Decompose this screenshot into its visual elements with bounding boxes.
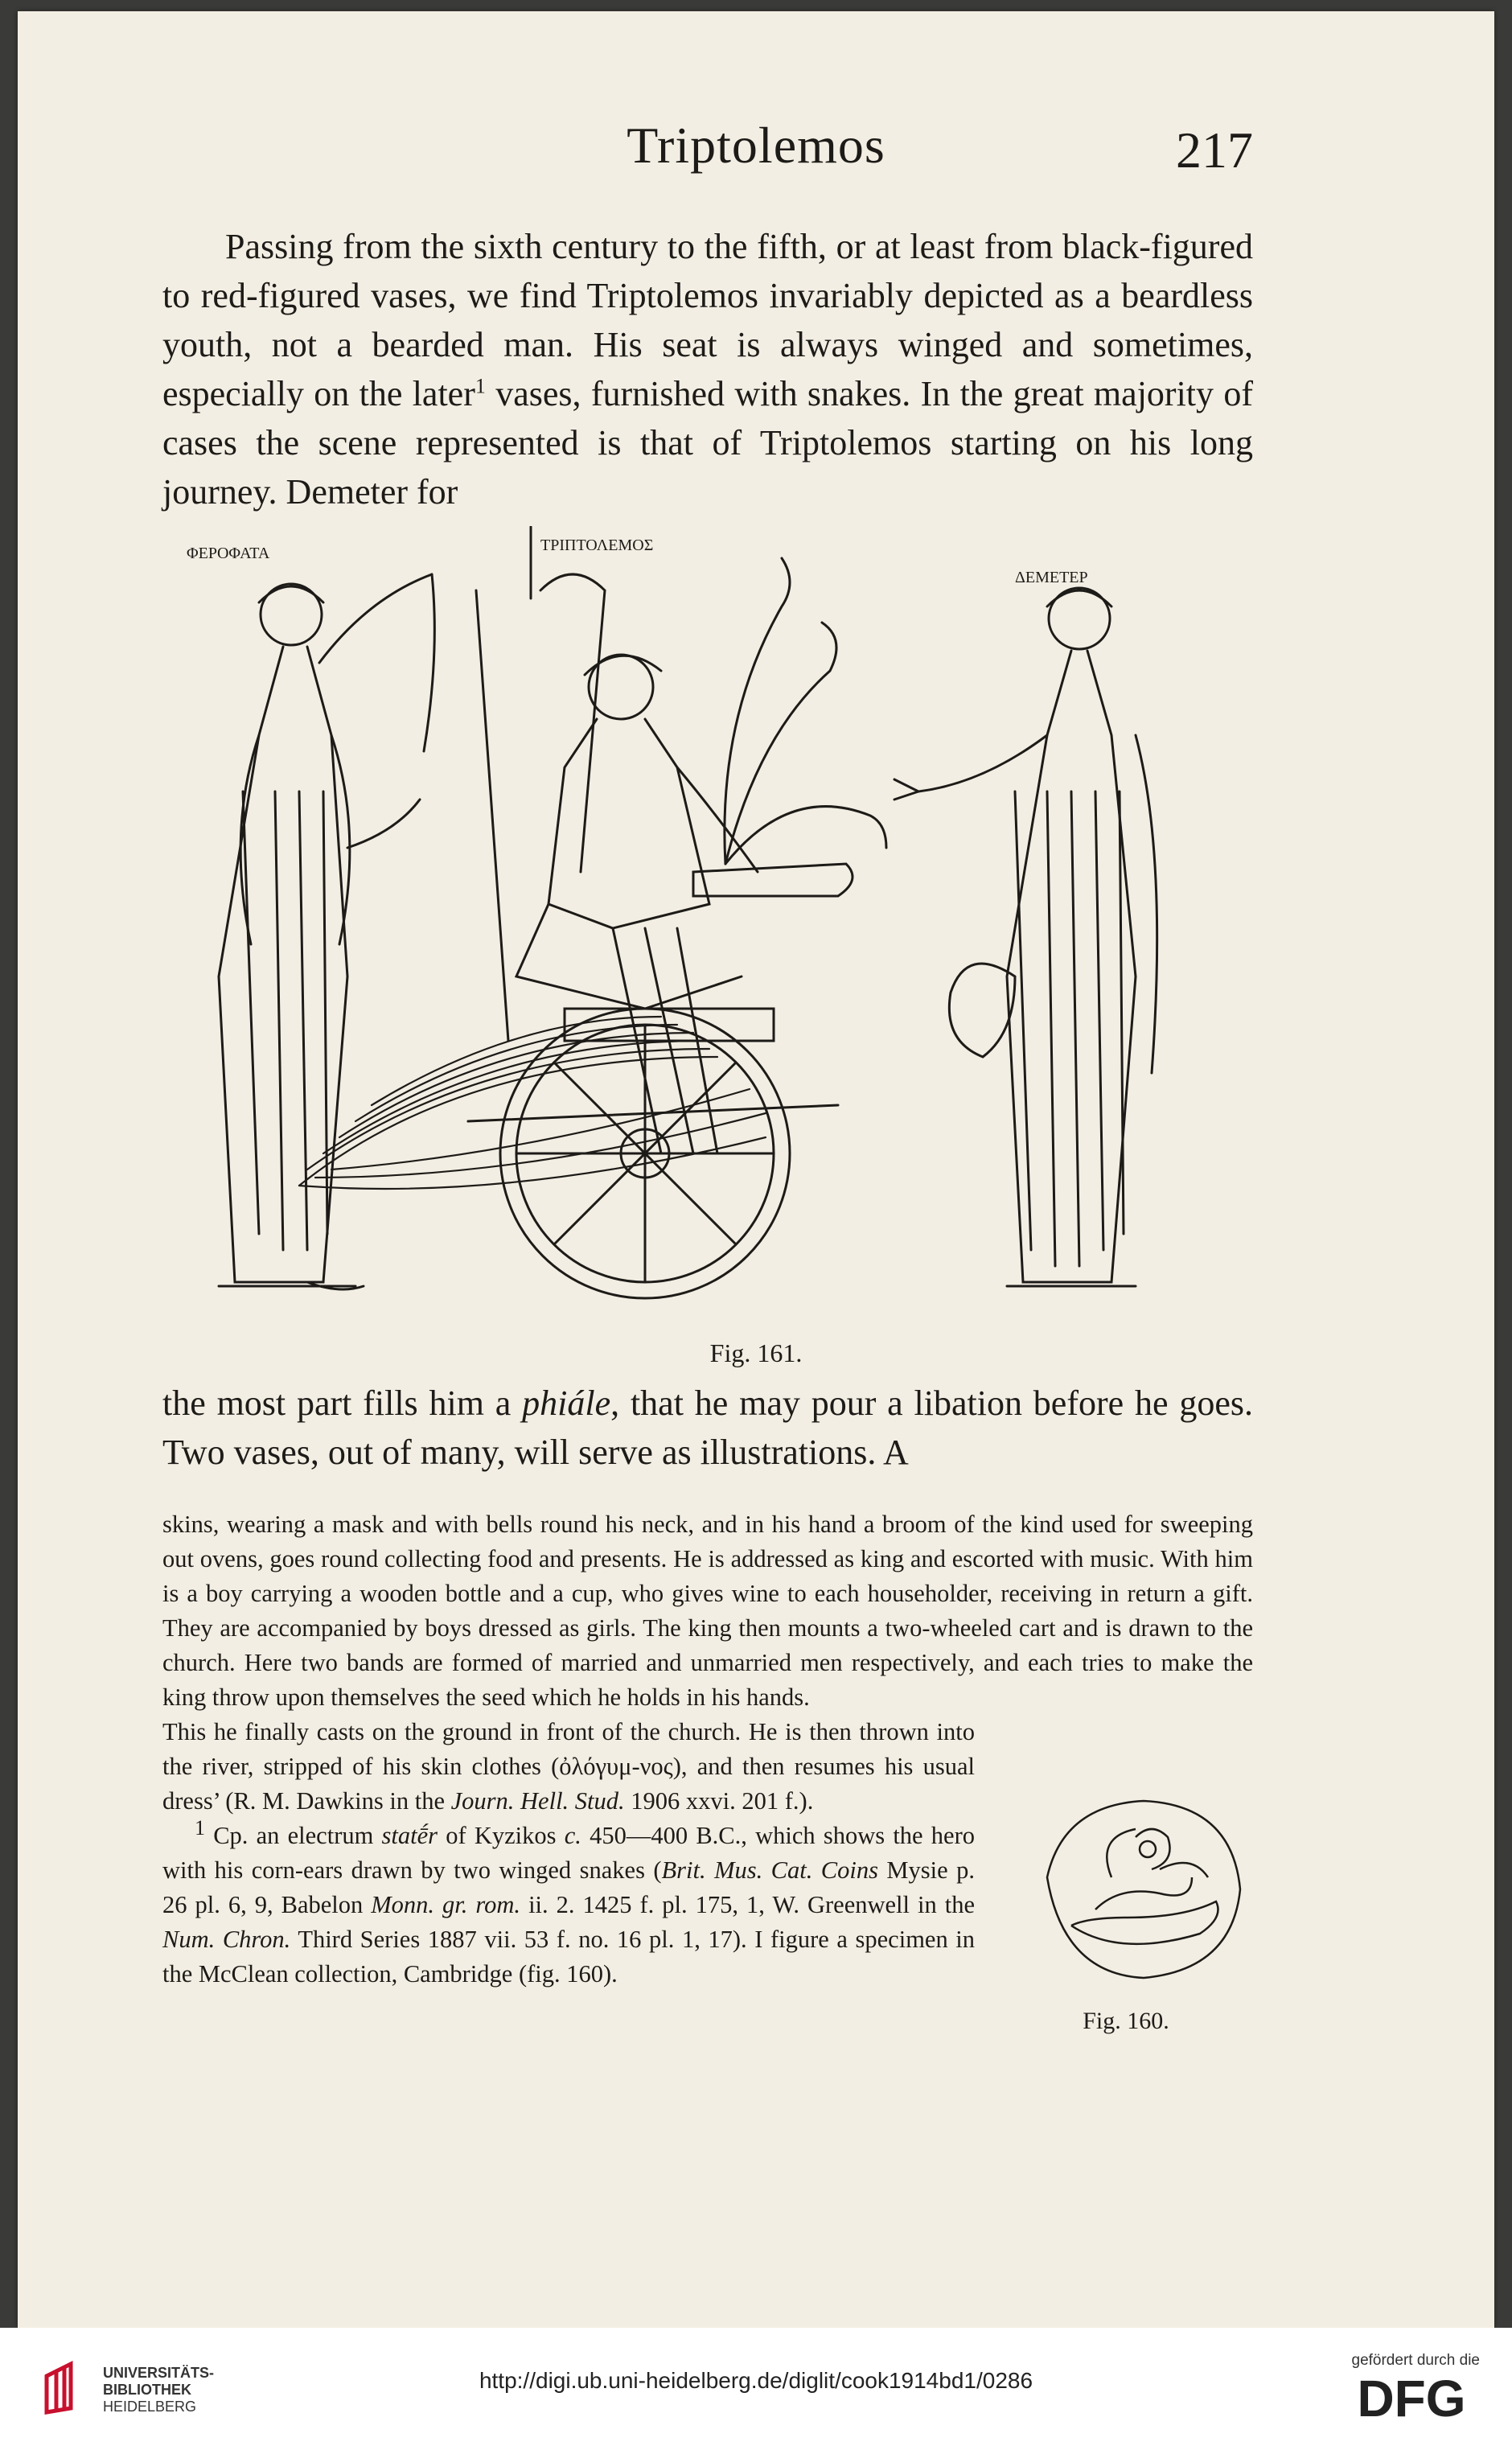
triptolemos-vase-illustration xyxy=(162,526,1253,1314)
inscription-persephone: ΦΕΡΟΦΑΤΑ xyxy=(187,545,270,562)
footnote-1-text-a: Cp. an electrum xyxy=(205,1822,382,1849)
permalink-url[interactable]: http://digi.ub.uni-heidelberg.de/diglit/cook1914bd1/0286 xyxy=(479,2368,1033,2393)
paragraph-2-italic-phiale: phiále xyxy=(522,1383,611,1423)
footnote-1-italic-num: Num. Chron. xyxy=(162,1926,291,1953)
footnote-1-italic-monn: Monn. gr. rom. xyxy=(371,1891,521,1918)
footnote-continuation-text-b: 1906 xxvi. 201 f.). xyxy=(624,1787,814,1815)
footnote-1-text-b: of Kyzikos xyxy=(438,1822,565,1849)
demeter-figure xyxy=(894,588,1157,1286)
figure-160-caption: Fig. 160. xyxy=(1083,2008,1169,2034)
funded-by-label: gefördert durch die xyxy=(1351,2352,1480,2369)
electrum-stater-coin xyxy=(1015,1789,1256,1998)
footnote-1-text-e: ii. 2. 1425 f. pl. 175, 1, W. Greenwell in the xyxy=(520,1891,975,1918)
footnote-1-text-c: 450—400 B.C., which shows the hero with his corn-ears drawn by two winged snakes ( xyxy=(162,1822,975,1884)
page-number: 217 xyxy=(1176,121,1253,179)
paragraph-2 xyxy=(162,1379,1253,1477)
library-name-line-1: UNIVERSITÄTS- xyxy=(103,2365,215,2381)
footnote-1-text-f: Third Series 1887 vii. 53 f. no. 16 pl. 1, 17). I figure a specimen in the McClean collection, Cambridge (fig. 160). xyxy=(162,1926,976,1988)
footnote-1-mark: 1 xyxy=(195,1815,205,1840)
paragraph-1-text-b: vases, furnished with snakes. In the great majority of cases the scene represented is that of Triptolemos starting on his long journey. Demeter for xyxy=(162,374,1254,512)
paragraph-2-text-b: , that he may pour a libation before he goes. Two vases, out of many, will serve as illustrations. A xyxy=(162,1383,1253,1472)
footnote-continuation-text-a: This he finally casts on the ground in front of the church. He is then thrown into the river, stripped of his skin clothes (ὀλόγυμ-νος), and then resumes his usual dress’ (R. M. Dawkins in the xyxy=(162,1718,975,1815)
book-page xyxy=(18,11,1494,2328)
persephone-figure xyxy=(219,574,434,1289)
library-name-line-2: BIBLIOTHEK xyxy=(103,2382,191,2398)
footnote-1-italic-stater: statḗr xyxy=(381,1822,438,1849)
figure-161-caption: Fig. 161. xyxy=(709,1338,803,1367)
dfg-logo xyxy=(1343,2373,1480,2423)
footnote-journal-title: Journ. Hell. Stud. xyxy=(450,1787,625,1815)
digitization-footer xyxy=(0,2328,1512,2446)
page-header xyxy=(18,116,1494,188)
figure-160 xyxy=(1015,1789,1256,1998)
footnote-1-text-d: Mysie p. 26 pl. 6, 9, Babelon xyxy=(162,1856,975,1918)
chariot-wheel xyxy=(468,1009,838,1298)
library-name-line-3: HEIDELBERG xyxy=(103,2399,197,2415)
paragraph-1-text-a: Passing from the sixth century to the fifth, or at least from black-figured to red-figured vases, we find Triptolemos invariably depicted as a beardless youth, not a bearded man. His seat is always winged and sometimes, especially on the later xyxy=(162,227,1253,413)
inscription-demeter: ΔΕΜΕΤΕΡ xyxy=(1015,569,1088,586)
footnote-mark-1[interactable]: 1 xyxy=(475,374,486,398)
paragraph-1 xyxy=(162,222,1253,516)
footnote-continuation-wide: skins, wearing a mask and with bells round his neck, and in his hand a broom of the kind used for sweeping out ovens, goes round collecting food and presents. He is addressed as king and escorted with music. With him is a boy carrying a wooden bottle and a cup, who gives wine to each householder, receiving in return a gift. They are accompanied by boys dressed as girls. The king then mounts a two-wheeled cart and is drawn to the church. Here two bands are formed of married and unmarried men respectively, and each tries to make the king throw upon themselves the seed which he holds in his hands. xyxy=(162,1511,1253,1711)
inscription-triptolemos: ΤΡΙΠΤΟΛΕΜΟΣ xyxy=(540,536,654,554)
footnote-1-italic-bmc: Brit. Mus. Cat. Coins xyxy=(661,1856,878,1884)
running-title: Triptolemos xyxy=(627,117,885,174)
figure-161 xyxy=(162,526,1253,1314)
footnote-continuation-narrow xyxy=(162,1715,975,1819)
dfg-logo-text: DFG xyxy=(1357,2373,1466,2423)
footnote-1-italic-c: c. xyxy=(564,1822,581,1849)
footnote-1 xyxy=(162,1815,976,1992)
paragraph-2-text-a: the most part fills him a xyxy=(162,1383,523,1423)
